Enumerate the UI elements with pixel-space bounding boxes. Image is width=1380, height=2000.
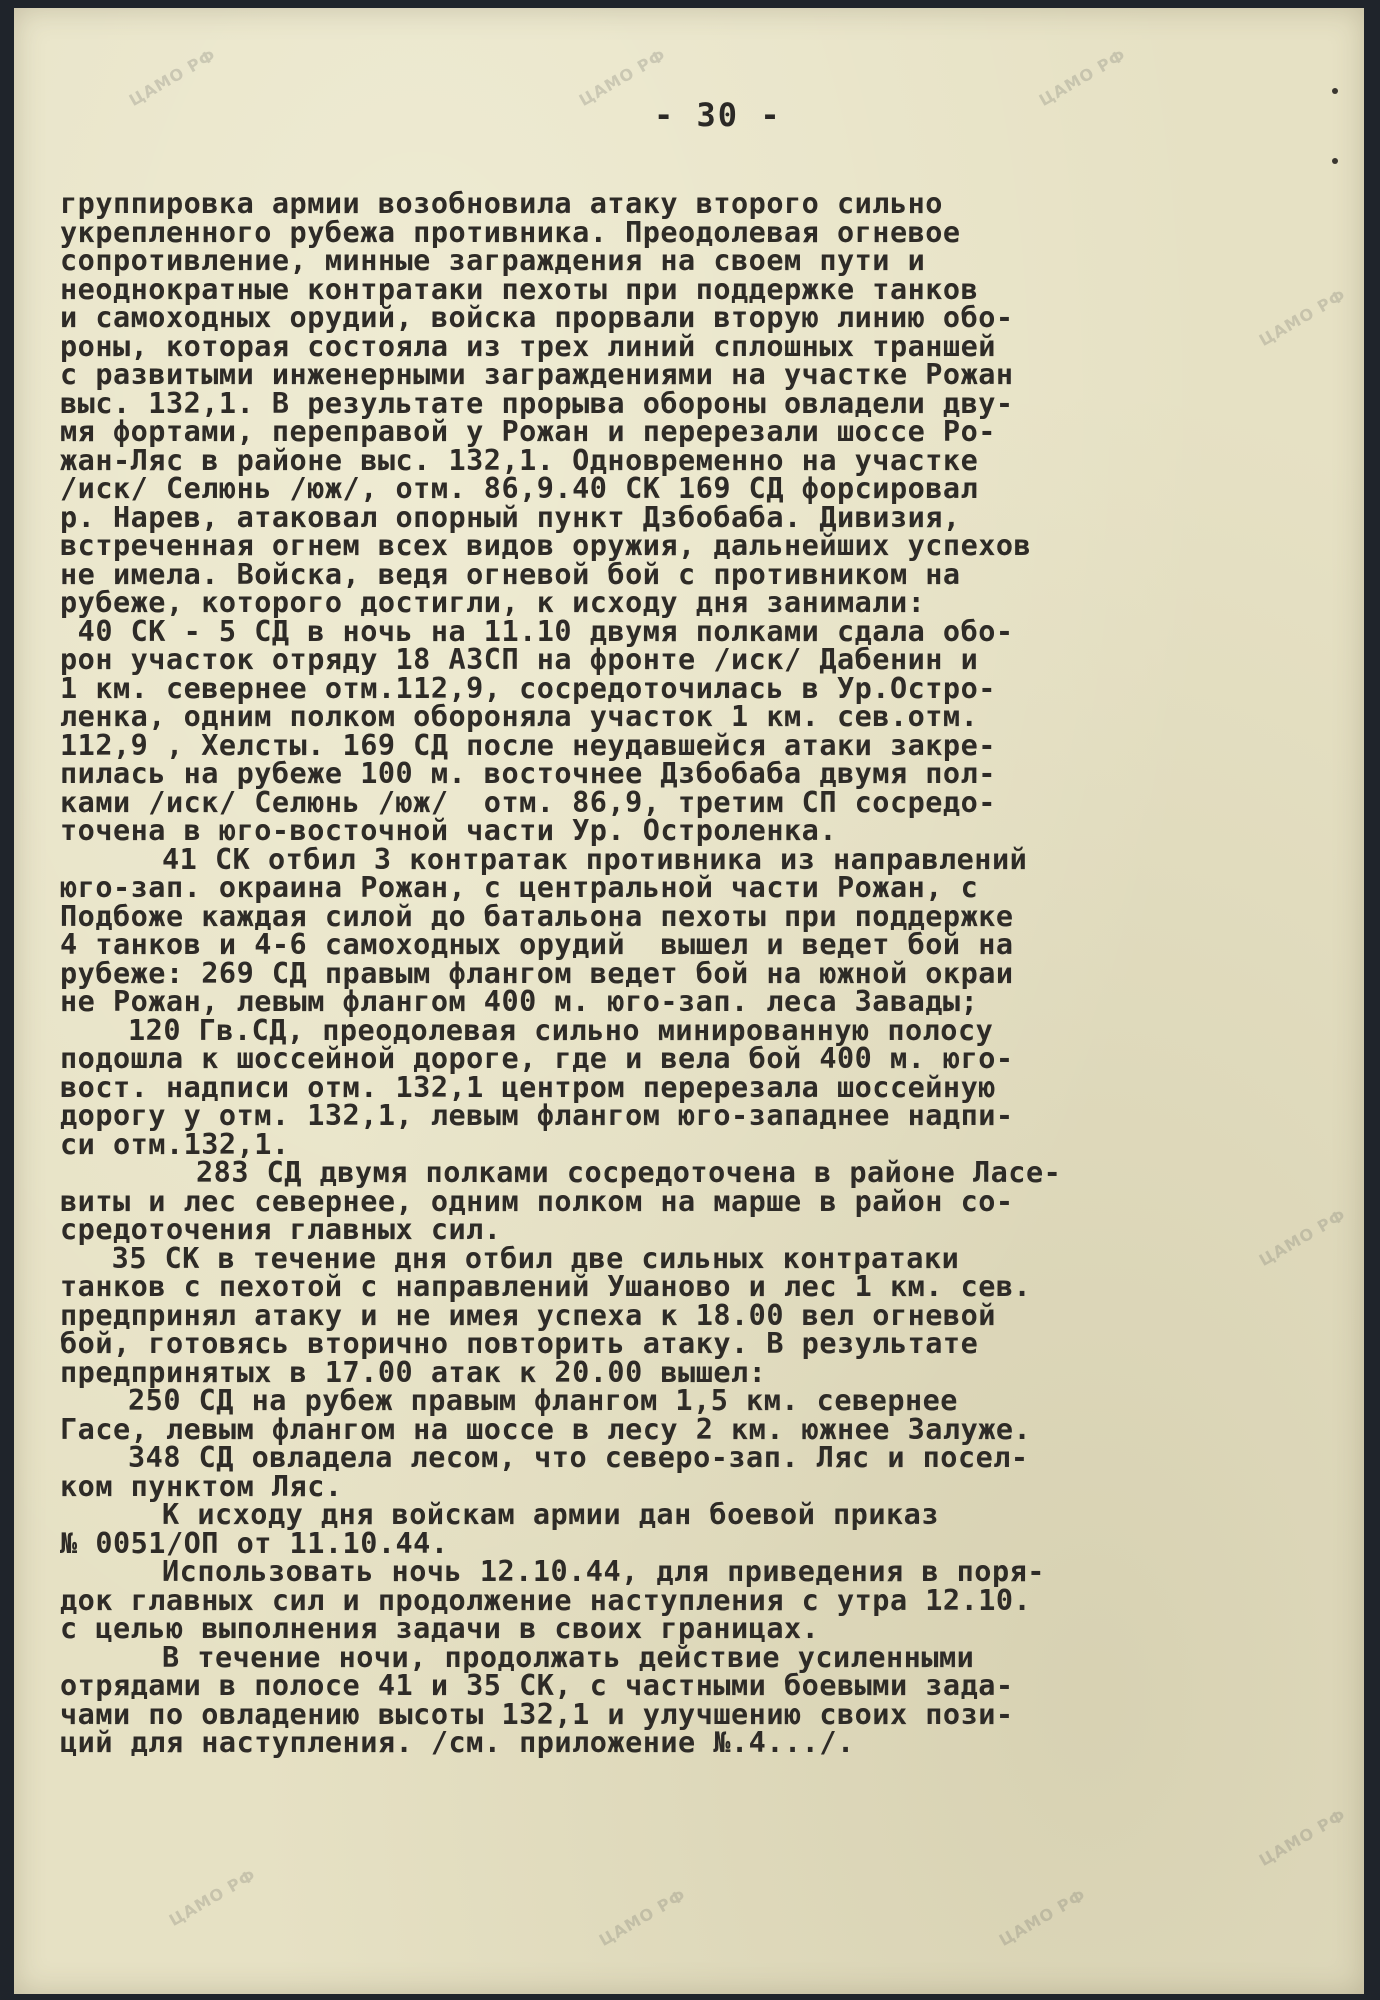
text-line: ленка, одним полком обороняла участок 1 км. сев.отм. (60, 700, 979, 733)
text-line: вост. надписи отм. 132,1 центром перерезала шоссейную (60, 1070, 996, 1104)
text-line: 348 СД овладела лесом, что северо-зап. Ляс и посел- (128, 1441, 1029, 1474)
watermark: ЦАМО РФ (575, 45, 670, 110)
text-line: танков с пехотой с направлений Ушаново и лес 1 км. сев. (60, 1270, 1032, 1303)
text-line: 41 СК отбил 3 контратак противника из направлений (162, 842, 1028, 876)
text-line: группировка армии возобновила атаку второго сильно (60, 187, 943, 220)
text-line: не имела. Войска, ведя огневой бой с противником на (60, 557, 961, 591)
text-line: 4 танков и 4-6 самоходных орудий вышел и ведет бой на (60, 928, 1014, 961)
text-line: выс. 132,1. В результате прорыва обороны овладели дву- (60, 386, 1014, 420)
text-line: жан-Ляс в районе выс. 132,1. Одновременно на участке (60, 443, 979, 477)
watermark: ЦАМО РФ (125, 45, 220, 110)
text-line: Гасе, левым флангом на шоссе в лесу 2 км. южнее Залуже. (60, 1412, 1032, 1446)
text-line: юго-зап. окраина Рожан, с центральной части Рожан, с (60, 871, 979, 904)
text-line: 35 СК в течение дня отбил две сильных контратаки (94, 1241, 960, 1275)
text-line: № 0051/ОП от 11.10.44. (60, 1526, 449, 1560)
text-line: роны, которая состояла из трех линий сплошных траншей (60, 329, 996, 363)
text-line: рубеже: 269 СД правым флангом ведет бой на южной окраи (60, 956, 1014, 990)
text-line: подошла к шоссейной дороге, где и вела бой 400 м. юго- (60, 1042, 1014, 1075)
watermark: ЦАМО РФ (1255, 1805, 1350, 1870)
text-line: предпринятых в 17.00 атак к 20.00 вышел: (60, 1355, 767, 1389)
text-line: К исходу дня войскам армии дан боевой приказ (162, 1498, 939, 1531)
text-line: ций для наступления. /см. приложение №.4.../. (60, 1726, 855, 1759)
text-line: 250 СД на рубеж правым флангом 1,5 км. севернее (128, 1384, 958, 1417)
text-line: 112,9 , Хелсты. 169 СД после неудавшейся атаки закре- (60, 728, 996, 762)
text-line: виты и лес севернее, одним полком на марше в район со- (60, 1184, 1014, 1218)
text-line: рон участок отряду 18 АЗСП на фронте /иск/ Дабенин и (60, 643, 979, 676)
text-line: не Рожан, левым флангом 400 м. юго-зап. леса Завады; (60, 985, 979, 1018)
text-line: неоднократные контратаки пехоты при поддержке танков (60, 272, 979, 306)
text-line: си отм.132,1. (60, 1127, 290, 1161)
text-line: Использовать ночь 12.10.44, для приведения в поря- (162, 1555, 1045, 1588)
text-line: укрепленного рубежа противника. Преодолевая огневое (60, 215, 961, 249)
text-line: пилась на рубеже 100 м. восточнее Дзбобаба двумя пол- (60, 757, 996, 790)
text-line: ком пунктом Ляс. (60, 1469, 343, 1503)
text-line: и самоходных орудий, войска прорвали вторую линию обо- (60, 301, 1014, 334)
text-line: мя фортами, переправой у Рожан и перерезали шоссе Ро- (60, 415, 996, 448)
punch-mark (1332, 158, 1338, 164)
text-line: рубеже, которого достигли, к исходу дня занимали: (60, 586, 926, 619)
text-line: В течение ночи, продолжать действие усиленными (162, 1640, 975, 1674)
text-line: 120 Гв.СД, преодолевая сильно минированную полосу (128, 1013, 994, 1047)
punch-mark (1332, 88, 1338, 94)
text-line: ками /иск/ Селюнь /юж/ отм. 86,9, третим СП сосредо- (60, 785, 996, 819)
watermark: ЦАМО РФ (1255, 285, 1350, 350)
watermark: ЦАМО РФ (1255, 1205, 1350, 1270)
text-line: бой, готовясь вторично повторить атаку. В результате (60, 1327, 979, 1360)
watermark: ЦАМО РФ (165, 1865, 260, 1930)
text-line: отрядами в полосе 41 и 35 СК, с частными боевыми зада- (60, 1669, 1014, 1702)
text-line: 1 км. севернее отм.112,9, сосредоточилась в Ур.Остро- (60, 671, 996, 705)
text-line: точена в юго-восточной части Ур. Остроленка. (60, 814, 837, 847)
watermark: ЦАМО РФ (995, 1885, 1090, 1950)
document-page (14, 8, 1364, 1994)
text-line: р. Нарев, атаковал опорный пункт Дзбобаба. Дивизия, (60, 500, 961, 534)
watermark: ЦАМО РФ (595, 1885, 690, 1950)
text-line: /иск/ Селюнь /юж/, отм. 86,9.40 СК 169 СД форсировал (60, 472, 979, 505)
text-line: док главных сил и продолжение наступления с утра 12.10. (60, 1583, 1032, 1617)
text-line: чами по овладению высоты 132,1 и улучшению своих пози- (60, 1697, 1014, 1731)
text-line: предпринял атаку и не имея успеха к 18.00 вел огневой (60, 1298, 996, 1332)
watermark: ЦАМО РФ (1035, 45, 1130, 110)
page-number: - 30 - (654, 96, 782, 134)
document-body (60, 187, 1250, 1759)
text-line: Подбоже каждая силой до батальона пехоты при поддержке (60, 899, 1014, 933)
text-line: дорогу у отм. 132,1, левым флангом юго-западнее надпи- (60, 1099, 1014, 1132)
text-line: сопротивление, минные заграждения на своем пути и (60, 244, 926, 277)
text-line: с целью выполнения задачи в своих границах. (60, 1612, 820, 1645)
text-line: средоточения главных сил. (60, 1213, 502, 1246)
text-line: с развитыми инженерными заграждениями на участке Рожан (60, 358, 1014, 391)
text-line: встреченная огнем всех видов оружия, дальнейших успехов (60, 529, 1032, 562)
text-line: 283 СД двумя полками сосредоточена в районе Ласе- (196, 1156, 1062, 1189)
text-line: 40 СК - 5 СД в ночь на 11.10 двумя полками сдала обо- (60, 614, 1014, 648)
